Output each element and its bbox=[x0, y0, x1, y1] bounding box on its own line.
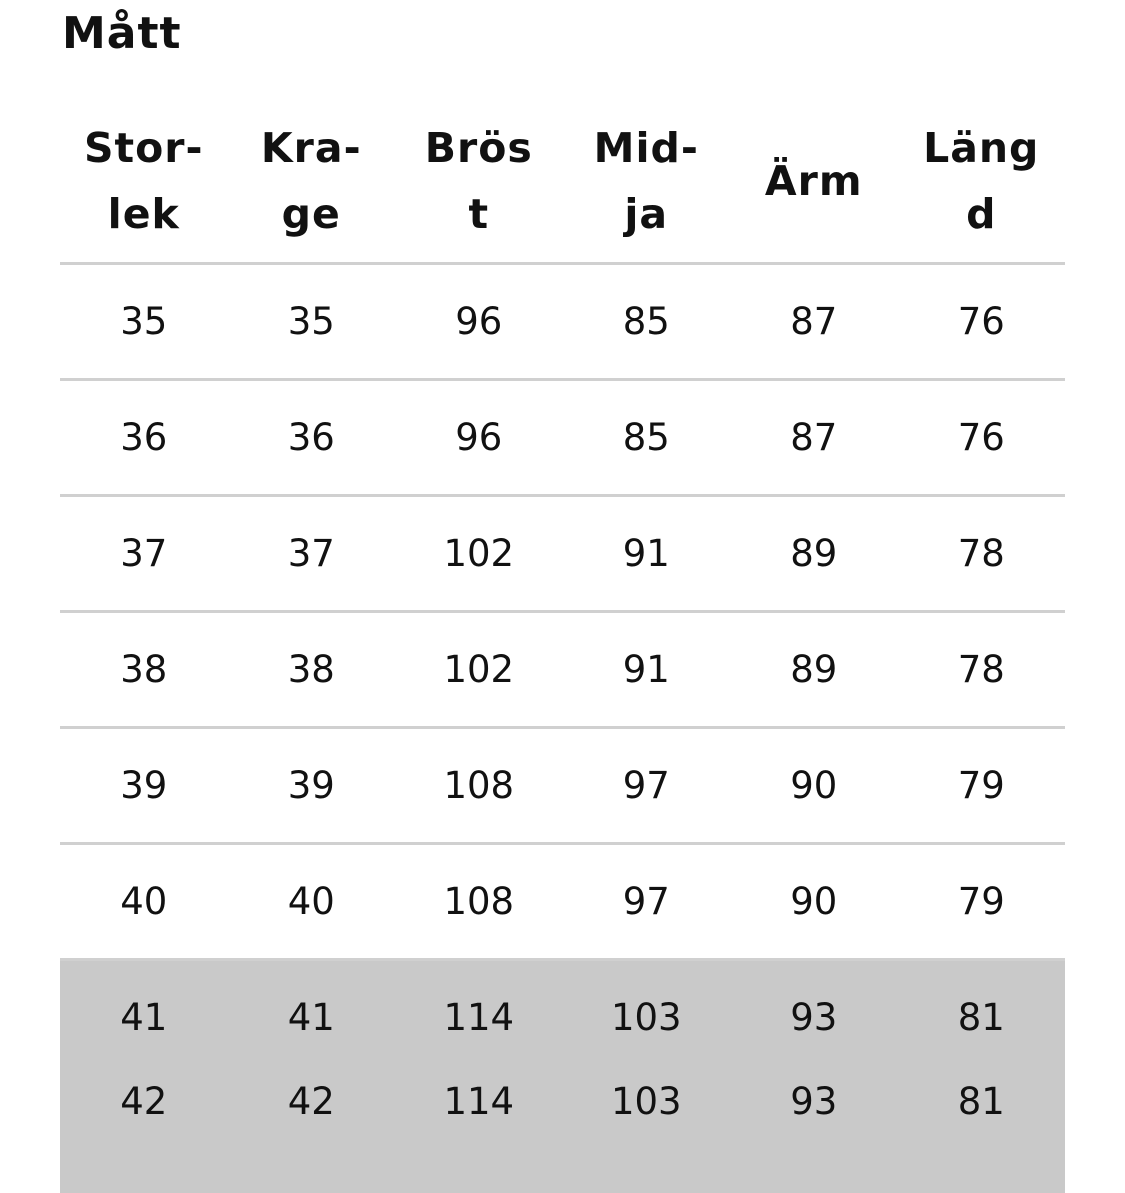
column-header-text: Läng bbox=[898, 115, 1066, 181]
cell-sleeve: 90 bbox=[730, 728, 898, 844]
header-length bbox=[898, 100, 1066, 264]
column-header-text: Stor- bbox=[60, 115, 228, 181]
table-row bbox=[60, 264, 1065, 380]
cell-size: 38 bbox=[60, 612, 228, 728]
cell-size: 42 bbox=[60, 1074, 228, 1193]
table-row bbox=[60, 1074, 1065, 1193]
cell-sleeve: 87 bbox=[730, 380, 898, 496]
cell-sleeve: 93 bbox=[730, 960, 898, 1075]
cell-sleeve: 87 bbox=[730, 264, 898, 380]
cell-sleeve: 90 bbox=[730, 844, 898, 960]
table-header-row bbox=[60, 100, 1065, 264]
cell-collar: 39 bbox=[228, 728, 396, 844]
header-collar bbox=[228, 100, 396, 264]
cell-length: 76 bbox=[898, 264, 1066, 380]
cell-sleeve: 89 bbox=[730, 612, 898, 728]
cell-length: 79 bbox=[898, 728, 1066, 844]
cell-chest: 114 bbox=[395, 1074, 563, 1193]
cell-collar: 41 bbox=[228, 960, 396, 1075]
cell-collar: 37 bbox=[228, 496, 396, 612]
cell-length: 78 bbox=[898, 612, 1066, 728]
column-header-text: Ärm bbox=[730, 148, 898, 214]
cell-length: 79 bbox=[898, 844, 1066, 960]
cell-chest: 108 bbox=[395, 728, 563, 844]
table-row bbox=[60, 612, 1065, 728]
cell-length: 81 bbox=[898, 960, 1066, 1075]
cell-size: 36 bbox=[60, 380, 228, 496]
header-size bbox=[60, 100, 228, 264]
cell-chest: 96 bbox=[395, 264, 563, 380]
column-header-text: Kra- bbox=[228, 115, 396, 181]
cell-waist: 97 bbox=[563, 844, 731, 960]
cell-size: 40 bbox=[60, 844, 228, 960]
cell-waist: 85 bbox=[563, 264, 731, 380]
table-body bbox=[60, 264, 1065, 1193]
table-row bbox=[60, 380, 1065, 496]
table-row bbox=[60, 960, 1065, 1075]
page-title: Mått bbox=[62, 4, 182, 64]
cell-size: 41 bbox=[60, 960, 228, 1075]
cell-length: 76 bbox=[898, 380, 1066, 496]
column-header-text: Mid- bbox=[563, 115, 731, 181]
column-header-text: ge bbox=[228, 181, 396, 247]
cell-waist: 91 bbox=[563, 496, 731, 612]
column-header-text: ja bbox=[563, 181, 731, 247]
cell-size: 35 bbox=[60, 264, 228, 380]
cell-size: 37 bbox=[60, 496, 228, 612]
cell-sleeve: 89 bbox=[730, 496, 898, 612]
cell-size: 39 bbox=[60, 728, 228, 844]
cell-chest: 96 bbox=[395, 380, 563, 496]
cell-waist: 91 bbox=[563, 612, 731, 728]
cell-chest: 108 bbox=[395, 844, 563, 960]
cell-collar: 42 bbox=[228, 1074, 396, 1193]
cell-waist: 85 bbox=[563, 380, 731, 496]
cell-collar: 36 bbox=[228, 380, 396, 496]
cell-chest: 102 bbox=[395, 496, 563, 612]
column-header-text: Brös bbox=[395, 115, 563, 181]
table-row bbox=[60, 496, 1065, 612]
cell-waist: 103 bbox=[563, 960, 731, 1075]
cell-chest: 114 bbox=[395, 960, 563, 1075]
cell-collar: 38 bbox=[228, 612, 396, 728]
column-header-text: t bbox=[395, 181, 563, 247]
cell-collar: 35 bbox=[228, 264, 396, 380]
cell-waist: 103 bbox=[563, 1074, 731, 1193]
column-header-text: d bbox=[898, 181, 1066, 247]
table-row bbox=[60, 728, 1065, 844]
table-row bbox=[60, 844, 1065, 960]
header-chest bbox=[395, 100, 563, 264]
column-header-text: lek bbox=[60, 181, 228, 247]
cell-length: 81 bbox=[898, 1074, 1066, 1193]
header-sleeve bbox=[730, 100, 898, 264]
cell-length: 78 bbox=[898, 496, 1066, 612]
cell-sleeve: 93 bbox=[730, 1074, 898, 1193]
size-chart-table bbox=[60, 100, 1065, 1193]
cell-collar: 40 bbox=[228, 844, 396, 960]
cell-waist: 97 bbox=[563, 728, 731, 844]
cell-chest: 102 bbox=[395, 612, 563, 728]
header-waist bbox=[563, 100, 731, 264]
